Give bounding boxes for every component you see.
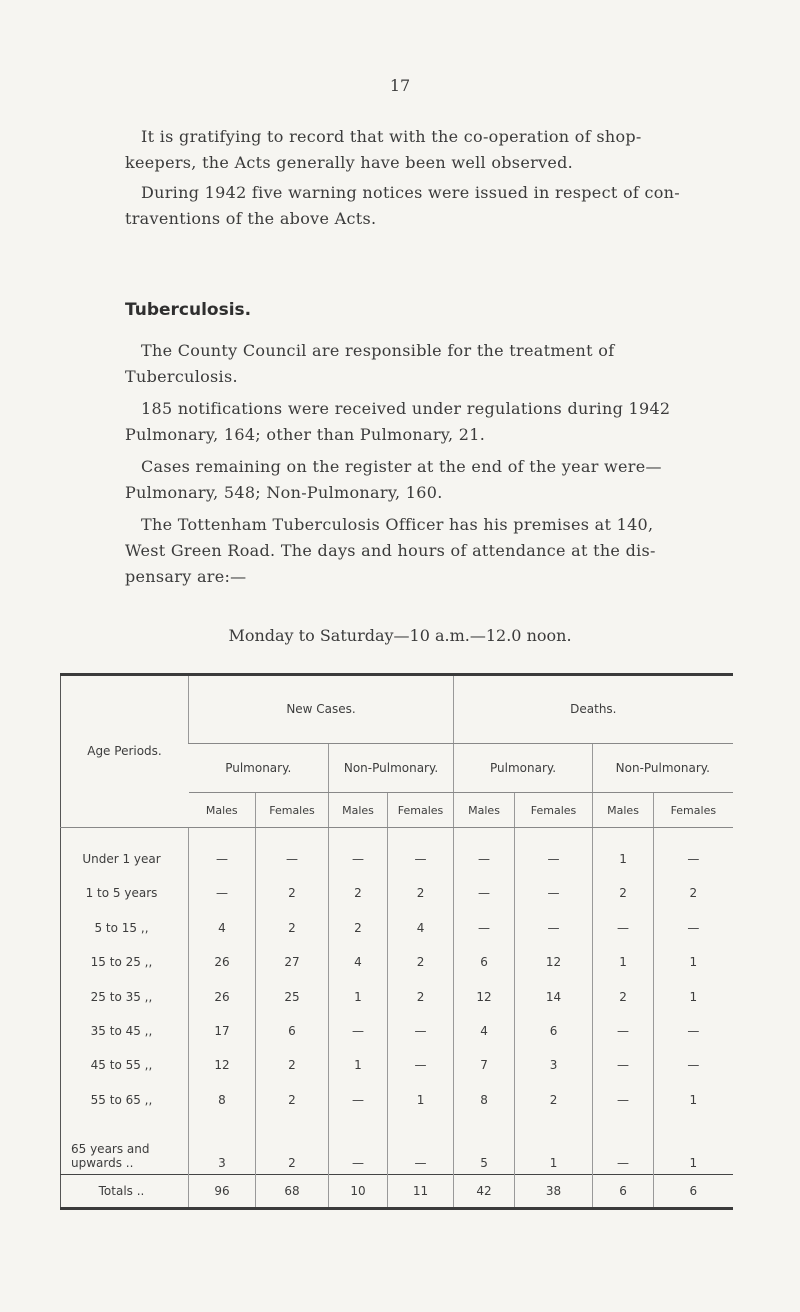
col-females: Females [654, 793, 733, 827]
totals-cell: 6 [593, 1174, 654, 1208]
table-cell: — [329, 1117, 388, 1174]
table-cell: 2 [388, 945, 454, 979]
table-cell: 12 [515, 945, 593, 979]
table-cell: 4 [189, 911, 256, 945]
table-cell: 12 [454, 979, 515, 1013]
table-cell: — [593, 1014, 654, 1048]
age-period-label: 45 to 55 ,, [90, 1058, 153, 1073]
table-cell: 1 [593, 827, 654, 876]
table-cell: 1 [654, 979, 733, 1013]
table-cell: — [454, 827, 515, 876]
table-cell: 1 [515, 1117, 593, 1174]
col-males: Males [189, 793, 256, 827]
table-cell: 2 [388, 979, 454, 1013]
age-period-label: 5 to 15 ,, [94, 920, 149, 935]
paragraph-county-council: The County Council are responsible for the treatment of Tuberculosis. [125, 341, 615, 386]
table-cell: 4 [329, 945, 388, 979]
tuberculosis-table [60, 673, 733, 1210]
age-period-label: 35 to 45 ,, [90, 1023, 153, 1038]
table-cell: 26 [189, 979, 256, 1013]
table-cell: — [593, 911, 654, 945]
table-cell: 8 [454, 1083, 515, 1117]
table-cell: 6 [256, 1014, 329, 1048]
paragraph-notifications: 185 notifications were received under regulations during 1942 Pulmonary, 164; other than Pulmonary, 21. [125, 399, 671, 444]
table-cell: 6 [515, 1014, 593, 1048]
table-cell: 26 [189, 945, 256, 979]
col-females: Females [388, 793, 454, 827]
table-row [61, 1014, 733, 1048]
table-cell: 8 [189, 1083, 256, 1117]
table-cell: — [329, 827, 388, 876]
paragraph-tuberculosis-officer: The Tottenham Tuberculosis Officer has his premises at 140, West Green Road. The days and hours of attendance at the dis- pensary are:— [125, 515, 656, 586]
table-cell: 1 [654, 945, 733, 979]
table-cell: — [654, 1014, 733, 1048]
table-row [61, 827, 733, 876]
age-period-label: 65 years and upwards .. [71, 1141, 150, 1170]
table-cell: 1 [654, 1083, 733, 1117]
table-cell: — [329, 1014, 388, 1048]
table-cell: 2 [256, 911, 329, 945]
table-cell: — [454, 911, 515, 945]
table-cell: 14 [515, 979, 593, 1013]
page-number: 17 [389, 76, 411, 95]
table-cell: 1 [329, 979, 388, 1013]
totals-cell: 6 [654, 1174, 733, 1208]
table-cell: 2 [329, 911, 388, 945]
table-cell: 6 [454, 945, 515, 979]
table-cell: 2 [256, 1117, 329, 1174]
age-period-label: 15 to 25 ,, [90, 955, 153, 970]
table-cell: — [454, 876, 515, 910]
table-cell: 2 [654, 876, 733, 910]
age-period-label: 25 to 35 ,, [90, 989, 153, 1004]
table-cell: — [256, 827, 329, 876]
table-cell: 2 [256, 1048, 329, 1082]
table-cell: 1 [654, 1117, 733, 1174]
table-cell: 7 [454, 1048, 515, 1082]
table-cell: 3 [515, 1048, 593, 1082]
table-cell: 2 [329, 876, 388, 910]
table-cell: — [515, 827, 593, 876]
col-males: Males [454, 793, 515, 827]
table-cell: — [388, 1117, 454, 1174]
table-cell: — [515, 876, 593, 910]
paragraph-shopkeepers: It is gratifying to record that with the co-operation of shop- keepers, the Acts generally have been well observed. [125, 127, 642, 172]
table-cell: 1 [388, 1083, 454, 1117]
section-heading: Tuberculosis. [125, 300, 252, 320]
table-cell: 5 [454, 1117, 515, 1174]
totals-cell: 11 [388, 1174, 454, 1208]
age-period-label: 1 to 5 years [85, 886, 158, 901]
col-males: Males [329, 793, 388, 827]
totals-label: Totals .. [61, 1174, 189, 1208]
table-cell: — [388, 1014, 454, 1048]
col-females: Females [515, 793, 593, 827]
table-cell: 17 [189, 1014, 256, 1048]
age-period-label: Under 1 year [82, 851, 161, 866]
table-cell: — [593, 1048, 654, 1082]
table-cell: — [329, 1083, 388, 1117]
totals-cell: 42 [454, 1174, 515, 1208]
table-row [61, 911, 733, 945]
table-cell: — [388, 827, 454, 876]
table-cell: 2 [256, 876, 329, 910]
table-cell: 2 [256, 1083, 329, 1117]
totals-cell: 96 [189, 1174, 256, 1208]
table-cell: 4 [388, 911, 454, 945]
table-row [61, 979, 733, 1013]
deaths-header: Deaths. [454, 675, 733, 744]
table-cell: — [388, 1048, 454, 1082]
table-cell: 27 [256, 945, 329, 979]
new-cases-non-pulmonary-header: Non-Pulmonary. [329, 743, 454, 793]
table-cell: — [654, 1048, 733, 1082]
totals-row [61, 1174, 733, 1208]
table-cell: 4 [454, 1014, 515, 1048]
table-cell: 25 [256, 979, 329, 1013]
table-cell: — [654, 827, 733, 876]
table-cell: 2 [515, 1083, 593, 1117]
table-row [61, 876, 733, 910]
table-cell: 3 [189, 1117, 256, 1174]
table-cell: 1 [329, 1048, 388, 1082]
new-cases-pulmonary-header: Pulmonary. [189, 743, 329, 793]
totals-cell: 68 [256, 1174, 329, 1208]
table-row [61, 945, 733, 979]
table-cell: 2 [593, 876, 654, 910]
table-cell: — [189, 876, 256, 910]
paragraph-register: Cases remaining on the register at the end of the year were— Pulmonary, 548; Non-Pulmonary, 160. [125, 457, 662, 502]
totals-cell: 10 [329, 1174, 388, 1208]
age-period-label: 55 to 65 ,, [90, 1092, 153, 1107]
table-cell: 12 [189, 1048, 256, 1082]
deaths-non-pulmonary-header: Non-Pulmonary. [593, 743, 733, 793]
table-row [61, 1048, 733, 1082]
col-males: Males [593, 793, 654, 827]
table-cell: — [593, 1083, 654, 1117]
dispensary-hours: Monday to Saturday—10 a.m.—12.0 noon. [228, 626, 572, 645]
table-cell: — [593, 1117, 654, 1174]
table-cell: 1 [593, 945, 654, 979]
deaths-pulmonary-header: Pulmonary. [454, 743, 593, 793]
totals-cell: 38 [515, 1174, 593, 1208]
table-cell: — [189, 827, 256, 876]
new-cases-header: New Cases. [189, 675, 454, 744]
age-periods-header: Age Periods. [61, 675, 189, 828]
table-cell: — [654, 911, 733, 945]
table-cell: 2 [593, 979, 654, 1013]
table-cell: 2 [388, 876, 454, 910]
table-cell: — [515, 911, 593, 945]
table-row [61, 1117, 733, 1174]
col-females: Females [256, 793, 329, 827]
table-row [61, 1083, 733, 1117]
paragraph-warning-notices: During 1942 five warning notices were issued in respect of con- traventions of the above Acts. [125, 183, 680, 228]
